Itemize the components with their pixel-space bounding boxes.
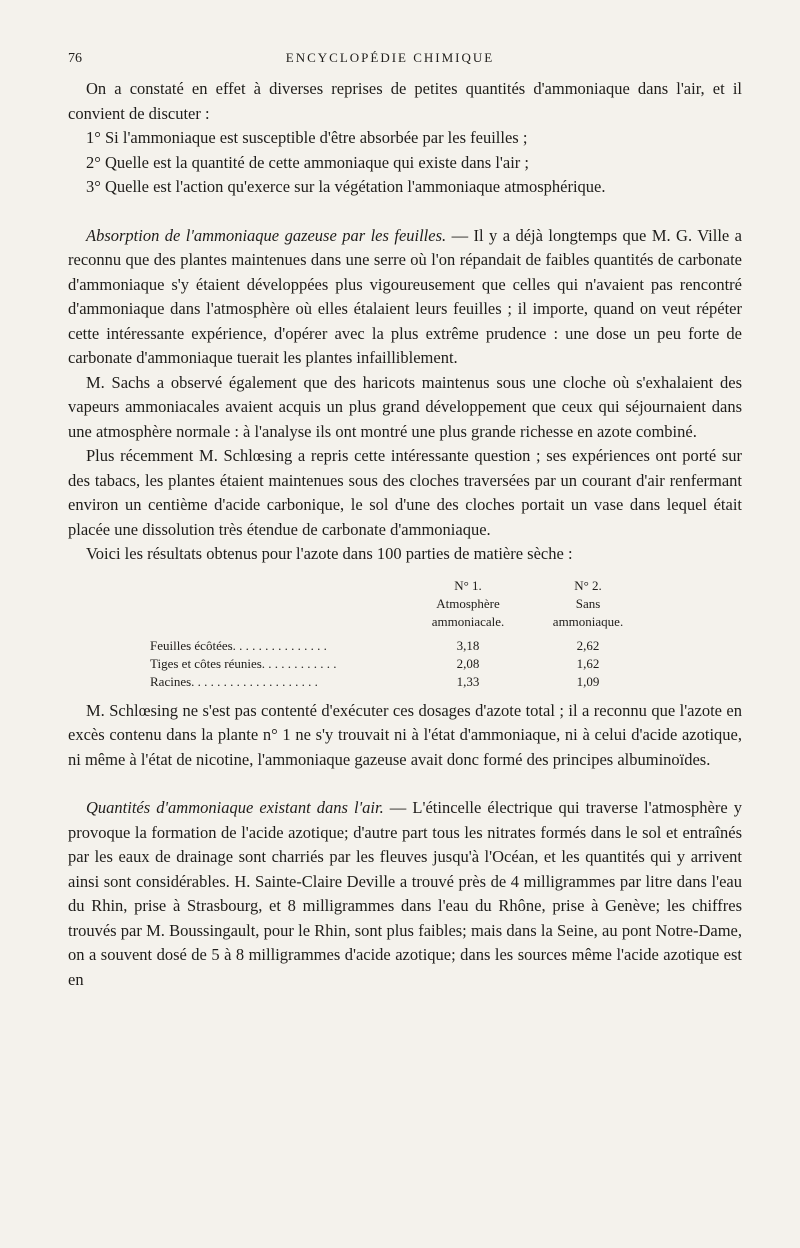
section-text: — Il y a déjà longtemps que M. G. Ville a reconnu que des plantes maintenues dans une serre où l'on répandait de faibles quantités de carbonate d'ammoniaque s'y étaient développées plus vigoureusement que celles qui n'avaient pas rencontré d'ammoniaque dans l'atmosphère où elles étalaient leurs feuilles ; il importe, quand on veut répéter cette intéressante expérience, d'opérer avec la plus extrême prudence : une dose un peu forte de carbonate d'ammoniaque tuerait les plantes infailliblement.: [68, 225, 742, 367]
page-number: 76: [68, 51, 82, 66]
section-paragraph: [68, 224, 742, 371]
results-table: [68, 577, 742, 691]
column-number: N° 2.: [574, 577, 602, 593]
list-item: 3° Quelle est l'action qu'exerce sur la végétation l'ammoniaque atmosphérique.: [86, 177, 606, 196]
column-label: ammoniaque.: [552, 613, 624, 629]
table-row: [68, 673, 742, 691]
cell-value: 2,62: [576, 637, 600, 653]
column-label: Sans: [575, 595, 601, 611]
column-header: [528, 577, 648, 631]
section-heading: Quantités d'ammoniaque existant dans l'air.: [86, 798, 384, 817]
paragraph: Voici les résultats obtenus pour l'azote dans 100 parties de matière sèche :: [86, 544, 573, 563]
running-title: ENCYCLOPÉDIE CHIMIQUE: [285, 50, 495, 65]
paragraph: M. Schlœsing ne s'est pas contenté d'exécuter ces dosages d'azote total ; il a reconnu que l'azote en excès contenu dans la plante n° 1 ne s'y trouvait ni à l'état d'ammoniaque, ni à celui d'acide azotique, ni même à l'état de nicotine, l'ammoniaque gazeuse avait donc formé des principes albuminoïdes.: [68, 700, 742, 769]
table-row: [68, 637, 742, 655]
row-label: Racines. . . . . . . . . . . . . . . . . . . .: [150, 673, 318, 689]
intro-paragraph: On a constaté en effet à diverses reprises de petites quantités d'ammoniaque dans l'air, et il convient de discuter :: [68, 79, 742, 123]
section-paragraph: [68, 796, 742, 992]
column-number: N° 1.: [454, 577, 482, 593]
section-heading: Absorption de l'ammoniaque gazeuse par les feuilles.: [86, 225, 447, 245]
cell-value: 3,18: [456, 637, 480, 653]
table-row: [68, 655, 742, 673]
row-label: Feuilles écôtées. . . . . . . . . . . . . . .: [150, 637, 327, 653]
column-header: [408, 577, 528, 631]
section-text: — L'étincelle électrique qui traverse l'atmosphère y provoque la formation de l'acide azotique; d'autre part tous les nitrates formés dans le sol et entraînés par les eaux de drainage sont charriés par les fleuves jusqu'à l'Océan, et les quantités qui y arrivent ainsi sont considérables. H. Sainte-Claire Deville a trouvé près de 4 milligrammes par litre dans l'eau du Rhin, prise à Strasbourg, et 8 milligrammes dans l'eau du Rhône, prise à Genève; les chiffres trouvés par M. Boussingault, pour le Rhin, sont plus faibles; mais dans la Seine, au pont Notre-Dame, on a souvent dosé de 5 à 8 milligrammes d'acide azotique; dans les sources même l'acide azotique est en: [68, 798, 743, 989]
row-label: Tiges et côtes réunies. . . . . . . . . . . .: [150, 655, 337, 671]
paragraph: M. Sachs a observé également que des haricots maintenus sous une cloche où s'exhalaient des vapeurs ammoniacales avaient acquis un plus grand développement que ceux qui séjournaient dans une atmosphère normale : à l'analyse ils ont montré une plus grande richesse en azote combiné.: [68, 372, 742, 441]
list-item: 1° Si l'ammoniaque est susceptible d'être absorbée par les feuilles ;: [86, 128, 528, 147]
list-item: 2° Quelle est la quantité de cette ammoniaque qui existe dans l'air ;: [86, 152, 530, 172]
column-label: ammoniacale.: [431, 613, 505, 629]
running-header: [68, 50, 742, 67]
cell-value: 1,33: [456, 673, 480, 689]
paragraph: Plus récemment M. Schlœsing a repris cette intéressante question ; ses expériences ont porté sur des tabacs, les plantes étaient maintenues sous des cloches traversées par un courant d'air renfermant environ un centième d'acide carbonique, le sol d'une des cloches portait un vase dans lequel était placée une dissolution très étendue de carbonate d'ammoniaque.: [68, 446, 742, 539]
column-label: Atmosphère: [436, 595, 500, 611]
cell-value: 1,09: [576, 673, 600, 689]
cell-value: 2,08: [456, 655, 480, 671]
cell-value: 1,62: [576, 655, 600, 671]
table-header: [68, 577, 742, 631]
